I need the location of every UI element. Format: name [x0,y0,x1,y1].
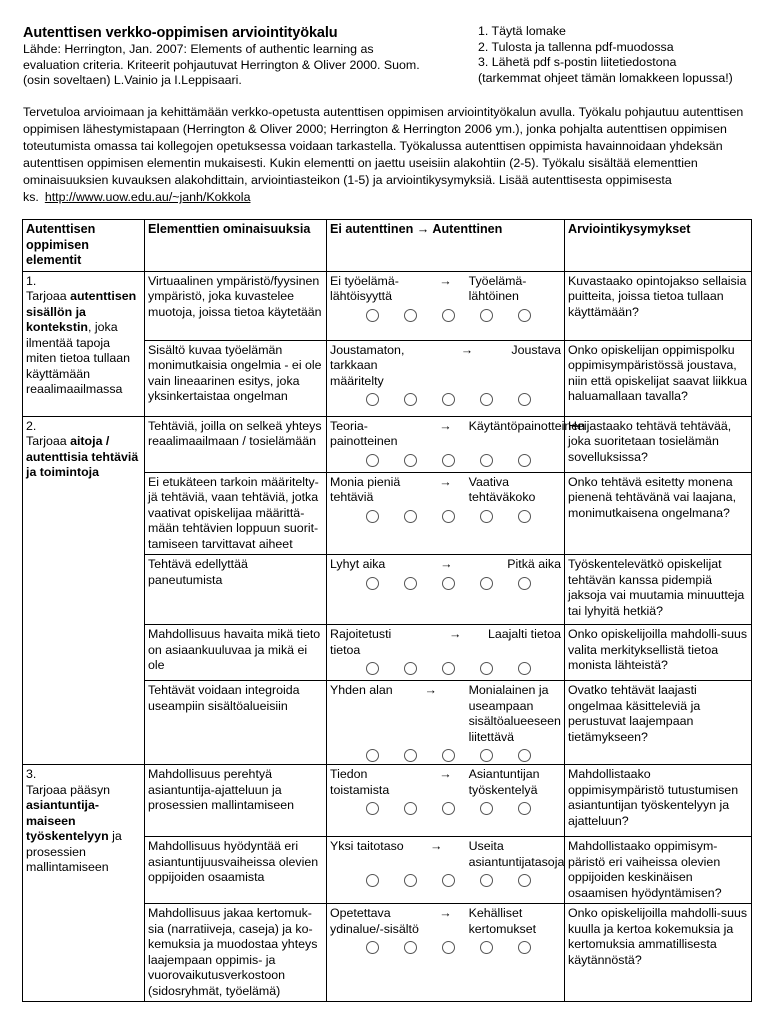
rating-radio-5[interactable] [518,802,531,815]
rating-cell [327,625,565,681]
step-1: 1. Täytä lomake [478,24,566,38]
element-name: autenttisen sisällön ja kontekstin [26,289,137,334]
scale-high-label: Asiantuntijan työskentelyä [468,767,540,797]
scale-low-label: Opetettava ydinalue/-sisältö [330,906,419,936]
rating-radio-2[interactable] [404,662,417,675]
header-scale: Ei autenttinen → Autenttinen [327,220,565,272]
element-name: asiantuntija-maiseen työskentelyyn [26,798,109,843]
intro-text: Tervetuloa arvioimaan ja kehittämään verkko-opetusta autenttisen oppimisen arviointityökalun avulla. Työkalu pohjautuu autenttisen oppimisen lähestymistapaan (Herrington & Oliver 2000; Herrington & Herrington 2006 ym.), jonka pohjalta autenttisen oppimisen toteutumista omassa tai kollegojen opetuksessa voidaan tarkastella. Työkalussa autenttisen oppimista havainnoidaan yhdeksän autenttisen oppimisen elementin mukaisesti. Kukin elementti on jaettu useisiin alakohtiin (2-5). Työkalu sisältää elementtien ominaisuuksien kuvauksen alakohdittain, arviointiasteikon (1-5) ja arviointikysymyksiä. Lisää autenttisesta oppimisesta ks. [23,105,744,204]
step-note: (tarkemmat ohjeet tämän lomakkeen lopussa!) [478,70,733,85]
scale-high-label: Vaativa tehtäväkoko [468,474,536,504]
scale-high-label: Useita asiantuntijatasoja [468,839,565,869]
rating-radio-4[interactable] [480,309,493,322]
scale-low-label: Ei työelämä-lähtöisyyttä [330,273,399,303]
rating-cell [327,837,565,904]
rating-radios [330,941,561,954]
rating-radio-1[interactable] [366,309,379,322]
arrow-icon: → [439,906,452,920]
question-cell: Ovatko tehtävät laajasti ongelmaa käsitteleviä ja perustuvat laajempaan tietämykseen? [565,681,752,765]
element-detail: ja prosessien mallintamiseen [26,829,122,874]
scale-labels [330,557,561,573]
scale-low-label: Joustamaton, tarkkaan määritelty [330,342,405,388]
rating-radios [330,454,561,467]
rating-radios [330,749,561,762]
scale-high-label: Laajalti tietoa [487,627,561,641]
table-row [23,765,752,837]
rating-radio-5[interactable] [518,749,531,762]
scale-low-label: Monia pieniä tehtäviä [330,474,401,504]
rating-radio-2[interactable] [404,393,417,406]
scale-high-label: Työelämä-lähtöinen [468,273,527,303]
rating-radio-3[interactable] [442,393,455,406]
property-cell: Sisältö kuvaa työelämän monimutkaisia ongelmia - ei ole vain lineaarinen esitys, joka yksinkertaistaa ongelman [145,340,327,416]
property-cell: Tehtävät voidaan integroida useampiin sisältöalueisiin [145,681,327,765]
rating-cell [327,681,565,765]
arrow-icon: → [429,839,443,853]
table-body [23,271,752,1002]
source-line: (osin soveltaen) L.Vainio ja I.Leppisaari. [23,73,242,88]
element-cell [23,271,145,416]
rating-radio-5[interactable] [518,393,531,406]
table-row [23,271,752,340]
rating-radios [330,510,561,523]
rating-cell [327,416,586,472]
rating-radio-1[interactable] [366,941,379,954]
arrow-icon: → [439,418,452,433]
arrow-icon: → [460,342,474,357]
rating-cell [327,765,565,837]
element-intro: Tarjoaa pääsyn [26,782,111,797]
rating-radio-5[interactable] [518,510,531,523]
property-cell: Virtuaalinen ympäristö/fyysinen ympäristö, joka kuvastelee muotoja, joissa tietoa käytetään [145,271,327,340]
question-cell: Heijastaako tehtävä tehtävää, joka suoritetaan tosielämän sovelluksissa? [565,416,752,472]
rating-radio-1[interactable] [366,577,379,590]
form-title: Autenttisen verkko-oppimisen arviointityökalu [23,25,338,41]
rating-radio-1[interactable] [366,454,379,467]
arrow-icon: → [440,557,453,571]
element-cell [23,416,145,765]
rating-radio-2[interactable] [404,941,417,954]
rating-radios [330,577,561,590]
property-cell: Mahdollisuus hyödyntää eri asiantuntijuusvaiheissa olevien oppijoiden osaamista [145,837,327,904]
rating-radio-5[interactable] [518,874,531,887]
scale-low-label: Rajoitetusti tietoa [330,627,392,657]
rating-radio-5[interactable] [518,454,531,467]
rating-cell [327,271,565,340]
scale-labels [330,906,561,937]
arrow-icon: → [439,767,452,781]
scale-high-label: Pitkä aika [507,557,561,571]
instruction-steps [478,24,768,86]
rating-cell [327,555,565,625]
header-properties: Elementtien ominaisuuksia [145,220,327,272]
question-cell: Työskentelevätkö opiskelijat tehtävän kanssa pidempiä jaksoja vai muutamia minuutteja tai lyhyitä hetkiä? [565,555,752,625]
source-line: evaluation criteria. Kriteerit pohjautuvat Herrington & Oliver 2000. Suom. [23,57,420,72]
element-intro: Tarjoaa [26,289,67,303]
scale-low-label: Tiedon toistamista [330,767,390,797]
rating-radios [330,662,561,675]
table-row [23,416,752,472]
rating-radio-5[interactable] [518,941,531,954]
rating-radio-2[interactable] [404,510,417,523]
rating-radio-2[interactable] [404,309,417,322]
question-cell: Onko tehtävä esitetty monena pienenä tehtävänä vai laajana, monimutkaisena ongelmana? [565,472,752,555]
scale-high-label: Kehälliset kertomukset [468,906,537,936]
element-intro: Tarjoaa [26,434,67,448]
rating-radio-2[interactable] [404,577,417,590]
source-citation [23,42,453,89]
rating-radio-3[interactable] [442,662,455,675]
rating-radio-4[interactable] [480,510,493,523]
rating-radio-3[interactable] [442,874,455,887]
question-cell: Mahdollistaako oppimisympäristö tutustumisen asiantuntijan työskentelyyn ja ajatteluun? [565,765,752,837]
question-cell: Mahdollistaako oppimisym-päristö eri vaiheissa olevien oppijoiden keskinäisen osaamisen hyödyntämisen? [565,837,752,904]
rating-radio-2[interactable] [404,802,417,815]
property-cell: Mahdollisuus perehtyä asiantuntija-ajatteluun ja prosessien mallintamiseen [145,765,327,837]
rating-radios [330,802,561,815]
rating-radio-2[interactable] [404,874,417,887]
question-cell: Onko opiskelijoilla mahdolli-suus kuulla ja kertoa kokemuksia ja kertomuksia ammatillisesta käytännöstä? [565,904,752,1002]
rating-radio-4[interactable] [480,393,493,406]
property-cell: Ei etukäteen tarkoin määritelty-jä tehtäviä, vaan tehtäviä, jotka vaativat opiskelijaa määrittä-mään tehtävien loppuun suorit-tamiseen tarvittavat aiheet [145,472,327,555]
assessment-table [22,219,752,1002]
rating-radio-5[interactable] [518,309,531,322]
arrow-icon: → [448,627,462,641]
scale-high-label: Käytäntöpainotteinen [468,418,586,433]
rating-radios [330,309,561,322]
rating-radio-4[interactable] [480,662,493,675]
scale-low-label: Teoria-painotteinen [330,418,398,448]
rating-radio-4[interactable] [480,802,493,815]
rating-cell [327,340,565,416]
question-cell: Kuvastaako opintojakso sellaisia puitteita, joissa tietoa tullaan käyttämään? [565,271,752,340]
rating-radio-4[interactable] [480,874,493,887]
rating-radio-3[interactable] [442,577,455,590]
rating-radio-5[interactable] [518,662,531,675]
rating-cell [327,904,565,1002]
scale-labels [330,418,586,450]
scale-labels [330,475,561,506]
scale-low-label: Yhden alan [330,683,393,697]
scale-labels [330,683,561,745]
rating-radio-1[interactable] [366,393,379,406]
step-2: 2. Tulosta ja tallenna pdf-muodossa [478,39,674,54]
scale-low-label: Lyhyt aika [330,557,386,571]
source-line: Lähde: Herrington, Jan. 2007: Elements of authentic learning as [23,42,374,56]
scale-labels [330,274,561,305]
rating-radio-3[interactable] [442,802,455,815]
arrow-icon: → [439,474,452,489]
question-cell: Onko opiskelijoilla mahdolli-suus valita merkityksellistä tietoa monista lähteistä? [565,625,752,681]
intro-paragraph [23,104,753,206]
rating-radio-1[interactable] [366,802,379,815]
arrow-icon: → [439,273,452,288]
rating-radio-1[interactable] [366,874,379,887]
rating-radio-2[interactable] [404,454,417,467]
property-cell: Tehtäviä, joilla on selkeä yhteys reaalimaailmaan / tosielämään [145,416,327,472]
reference-link[interactable]: http://www.uow.edu.au/~janh/Kokkola [44,190,251,204]
scale-labels [330,343,561,390]
rating-radio-1[interactable] [366,510,379,523]
rating-radio-1[interactable] [366,749,379,762]
scale-labels [330,839,565,870]
rating-radio-1[interactable] [366,662,379,675]
rating-radio-4[interactable] [480,749,493,762]
rating-radio-3[interactable] [442,941,455,954]
element-detail: , joka ilmentää tapoja miten tietoa tullaan käyttämään reaalimaailmassa [26,320,131,396]
rating-radio-5[interactable] [518,577,531,590]
property-cell: Tehtävä edellyttää paneutumista [145,555,327,625]
rating-radio-4[interactable] [480,941,493,954]
rating-cell [327,472,565,555]
header-elements: Autenttisen oppimisen elementit [23,220,145,272]
scale-high-label: Monialainen ja useampaan sisältöalueeseen liitettävä [468,683,561,744]
rating-radio-2[interactable] [404,749,417,762]
element-cell [23,765,145,1002]
element-number: 1. [26,273,37,288]
element-name: aitoja / autenttisia tehtäviä ja toimintoja [26,434,139,479]
rating-radio-3[interactable] [442,309,455,322]
element-number: 3. [26,767,37,781]
rating-radios [330,393,561,406]
rating-radio-4[interactable] [480,577,493,590]
rating-radio-3[interactable] [442,454,455,467]
rating-radios [330,874,561,887]
table-header-row [23,220,752,272]
step-3: 3. Lähetä pdf s-postin liitetiedostona [478,55,677,70]
element-number: 2. [26,418,37,433]
scale-labels [330,767,561,798]
scale-labels [330,627,561,658]
scale-high-label: Joustava [511,342,561,357]
arrow-icon: → [424,683,437,697]
property-cell: Mahdollisuus jakaa kertomuk-sia (narratiiveja, caseja) ja ko-kemuksia ja muodostaa yhteys laajempaan oppimis- ja vuorovaikutusverkostoon (sidosryhmät, työelämä) [145,904,327,1002]
scale-low-label: Yksi taitotaso [330,839,404,853]
rating-radio-3[interactable] [442,749,455,762]
rating-radio-4[interactable] [480,454,493,467]
rating-radio-3[interactable] [442,510,455,523]
property-cell: Mahdollisuus havaita mikä tieto on asiaankuuluvaa ja mikä ei ole [145,625,327,681]
header-questions: Arviointikysymykset [565,220,752,272]
question-cell: Onko opiskelijan oppimispolku oppimisympäristössä joustava, niin että opiskelijat saavat liikkua haluamallaan tavalla? [565,340,752,416]
